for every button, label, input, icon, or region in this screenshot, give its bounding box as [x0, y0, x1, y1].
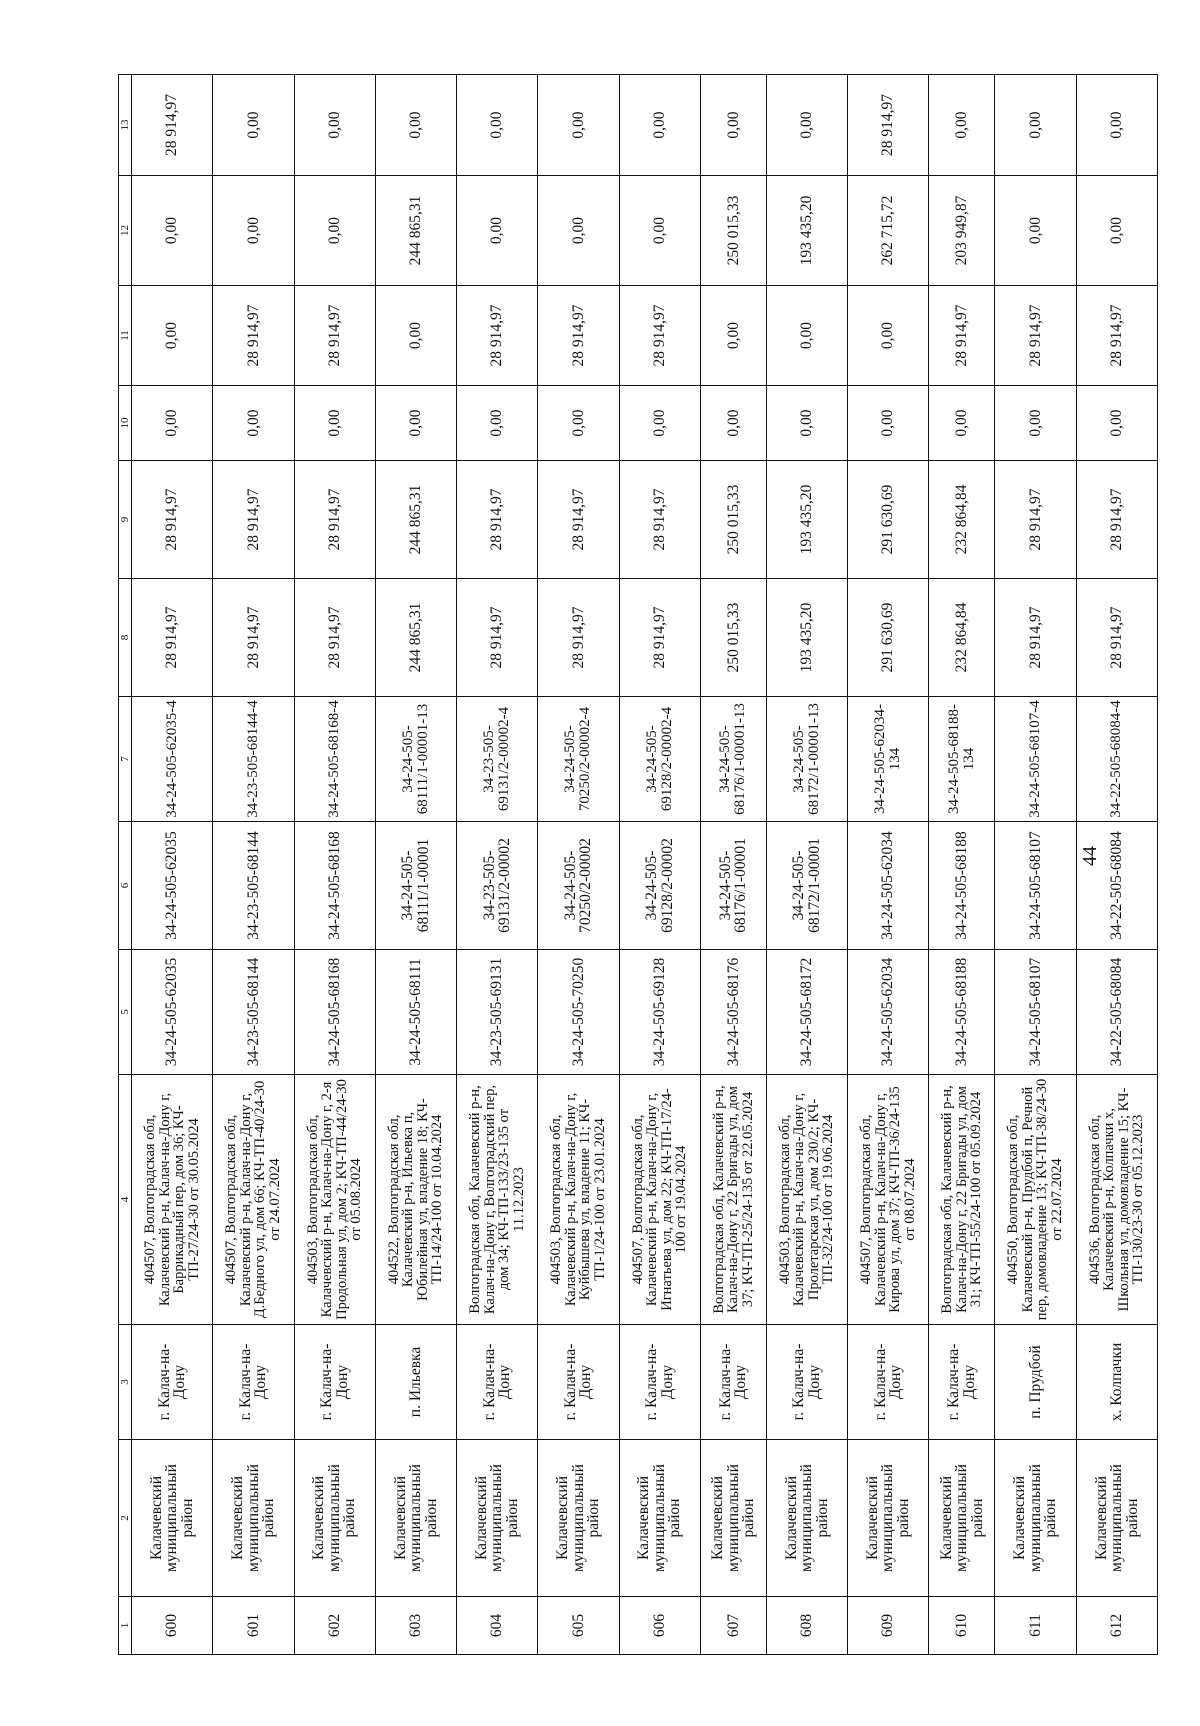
- district-cell: Калачевский муниципальный район: [848, 1440, 929, 1597]
- amount-cell: 28 914,97: [457, 579, 538, 697]
- settlement-cell: г. Калач-на-Дону: [619, 1325, 700, 1440]
- table-row: [375, 75, 456, 1655]
- table-row: [619, 75, 700, 1655]
- amount-cell: 0,00: [766, 75, 847, 176]
- amount-cell: 28 914,97: [619, 286, 700, 386]
- amount-cell: 0,00: [700, 75, 766, 176]
- amount-cell: 28 914,97: [457, 286, 538, 386]
- amount-cell: 0,00: [1076, 386, 1157, 461]
- address-cell: Волгоградская обл, Калачевский р-н, Калач-на-Дону г, 22 Бригады ул, дом 37; КЧ-ТП-25/24-135 от 22.05.2024: [700, 1075, 766, 1325]
- amount-cell: 0,00: [213, 75, 294, 176]
- address-cell: 404507, Волгоградская обл, Калачевский р-н, Калач-на-Дону г, Баррикадный пер, дом 36; КЧ-ТП-27/24-30 от 30.05.2024: [132, 1075, 213, 1325]
- amount-cell: 28 914,97: [213, 461, 294, 579]
- column-number: 3: [119, 1325, 132, 1440]
- object-code-cell: 34-24-505-62035: [132, 822, 213, 950]
- address-cell: 404503, Волгоградская обл, Калачевский р-н, Калач-на-Дону г, 2-я Продольная ул, дом 2; КЧ-ТП-44/24-30 от 05.08.2024: [294, 1075, 375, 1325]
- amount-cell: 28 914,97: [294, 579, 375, 697]
- amount-cell: 0,00: [929, 75, 995, 176]
- row-number: 610: [929, 1597, 995, 1655]
- amount-cell: 0,00: [995, 176, 1076, 286]
- amount-cell: 28 914,97: [538, 579, 619, 697]
- object-code-cell: 34-24-505-70250/2-00002: [538, 822, 619, 950]
- object-id-cell: 34-24-505-68188-134: [929, 697, 995, 822]
- amount-cell: 28 914,97: [929, 286, 995, 386]
- object-code-cell: 34-24-505-68107: [995, 822, 1076, 950]
- object-id-cell: 34-24-505-70250/2-00002-4: [538, 697, 619, 822]
- amount-cell: 193 435,20: [766, 176, 847, 286]
- amount-cell: 28 914,97: [132, 75, 213, 176]
- row-number: 605: [538, 1597, 619, 1655]
- table-row: [294, 75, 375, 1655]
- settlement-cell: г. Калач-на-Дону: [929, 1325, 995, 1440]
- amount-cell: 28 914,97: [132, 579, 213, 697]
- table-row: [1076, 75, 1157, 1655]
- cadastral-code-cell: 34-24-505-70250: [538, 950, 619, 1075]
- address-cell: 404536, Волгоградская обл, Калачевский р-н, Колпачки х, Школьная ул, домовладение 15; КЧ-ТП-130/23-30 от 05.12.2023: [1076, 1075, 1157, 1325]
- object-code-cell: 34-24-505-68168: [294, 822, 375, 950]
- object-code-cell: 34-24-505-68111/1-00001: [375, 822, 456, 950]
- column-number: 5: [119, 950, 132, 1075]
- settlement-cell: г. Калач-на-Дону: [538, 1325, 619, 1440]
- cadastral-code-cell: 34-23-505-69131: [457, 950, 538, 1075]
- column-number: 8: [119, 579, 132, 697]
- amount-cell: 0,00: [375, 75, 456, 176]
- cadastral-code-cell: 34-24-505-68176: [700, 950, 766, 1075]
- object-code-cell: 34-24-505-68188: [929, 822, 995, 950]
- amount-cell: 0,00: [538, 75, 619, 176]
- cadastral-code-cell: 34-24-505-62035: [132, 950, 213, 1075]
- amount-cell: 0,00: [132, 286, 213, 386]
- district-cell: Калачевский муниципальный район: [132, 1440, 213, 1597]
- amount-cell: 0,00: [538, 176, 619, 286]
- address-cell: 404522, Волгоградская обл, Калачевский р-н, Ильевка п, Юбилейная ул, владение 18; КЧ-ТП-14/24-100 от 10.04.2024: [375, 1075, 456, 1325]
- address-cell: 404550, Волгоградская обл, Калачевский р-н, Прудбой п, Речной пер, домовладение 13; КЧ-ТП-38/24-30 от 22.07.2024: [995, 1075, 1076, 1325]
- amount-cell: 244 865,31: [375, 461, 456, 579]
- column-number: 10: [119, 386, 132, 461]
- object-id-cell: 34-23-505-69131/2-00002-4: [457, 697, 538, 822]
- amount-cell: 28 914,97: [619, 579, 700, 697]
- district-cell: Калачевский муниципальный район: [1076, 1440, 1157, 1597]
- address-cell: 404503, Волгоградская обл, Калачевский р-н, Калач-на-Дону г, Пролетарская ул, дом 230/2; КЧ-ТП-32/24-100 от 19.06.2024: [766, 1075, 847, 1325]
- address-cell: 404507, Волгоградская обл, Калачевский р-н, Калач-на-Дону г, Игнатьева ул, дом 22; КЧ-ТП-17/24-100 от 19.04.2024: [619, 1075, 700, 1325]
- amount-cell: 0,00: [294, 176, 375, 286]
- amount-cell: 28 914,97: [457, 461, 538, 579]
- cadastral-code-cell: 34-22-505-68084: [1076, 950, 1157, 1075]
- address-cell: 404507, Волгоградская обл, Калачевский р-н, Калач-на-Дону г, Д.Бедного ул, дом 66; КЧ-ТП-40/24-30 от 24.07.2024: [213, 1075, 294, 1325]
- district-cell: Калачевский муниципальный район: [457, 1440, 538, 1597]
- district-cell: Калачевский муниципальный район: [619, 1440, 700, 1597]
- amount-cell: 291 630,69: [848, 579, 929, 697]
- amount-cell: 28 914,97: [538, 286, 619, 386]
- amount-cell: 0,00: [929, 386, 995, 461]
- amount-cell: 0,00: [766, 286, 847, 386]
- column-number: 11: [119, 286, 132, 386]
- object-code-cell: 34-24-505-68176/1-00001: [700, 822, 766, 950]
- object-id-cell: 34-24-505-68172/1-00001-13: [766, 697, 847, 822]
- amount-cell: 0,00: [132, 386, 213, 461]
- object-id-cell: 34-24-505-68107-4: [995, 697, 1076, 822]
- column-number: 12: [119, 176, 132, 286]
- amount-cell: 250 015,33: [700, 461, 766, 579]
- cadastral-code-cell: 34-23-505-68144: [213, 950, 294, 1075]
- column-number: 1: [119, 1597, 132, 1655]
- amount-cell: 0,00: [700, 386, 766, 461]
- amount-cell: 0,00: [538, 386, 619, 461]
- object-id-cell: 34-24-505-69128/2-00002-4: [619, 697, 700, 822]
- cadastral-code-cell: 34-24-505-68107: [995, 950, 1076, 1075]
- address-cell: 404507, Волгоградская обл, Калачевский р-н, Калач-на-Дону г, Кирова ул, дом 37; КЧ-ТП-36/24-135 от 08.07.2024: [848, 1075, 929, 1325]
- object-id-cell: 34-24-505-68176/1-00001-13: [700, 697, 766, 822]
- cadastral-code-cell: 34-24-505-68172: [766, 950, 847, 1075]
- amount-cell: 28 914,97: [995, 461, 1076, 579]
- amount-cell: 28 914,97: [1076, 286, 1157, 386]
- amount-cell: 28 914,97: [995, 579, 1076, 697]
- amount-cell: 203 949,87: [929, 176, 995, 286]
- row-number: 611: [995, 1597, 1076, 1655]
- column-number: 2: [119, 1440, 132, 1597]
- amount-cell: 262 715,72: [848, 176, 929, 286]
- cadastral-code-cell: 34-24-505-68111: [375, 950, 456, 1075]
- row-number: 609: [848, 1597, 929, 1655]
- column-number: 7: [119, 697, 132, 822]
- amount-cell: 28 914,97: [538, 461, 619, 579]
- settlement-cell: г. Калач-на-Дону: [213, 1325, 294, 1440]
- object-id-cell: 34-24-505-68168-4: [294, 697, 375, 822]
- object-code-cell: 34-22-505-68084: [1076, 822, 1157, 950]
- row-number: 601: [213, 1597, 294, 1655]
- settlement-cell: г. Калач-на-Дону: [294, 1325, 375, 1440]
- object-id-cell: 34-24-505-62034-134: [848, 697, 929, 822]
- table-row: [929, 75, 995, 1655]
- amount-cell: 28 914,97: [294, 286, 375, 386]
- district-cell: Калачевский муниципальный район: [700, 1440, 766, 1597]
- amount-cell: 0,00: [619, 176, 700, 286]
- amount-cell: 0,00: [294, 386, 375, 461]
- row-number: 604: [457, 1597, 538, 1655]
- object-code-cell: 34-23-505-69131/2-00002: [457, 822, 538, 950]
- object-code-cell: 34-24-505-62034: [848, 822, 929, 950]
- amount-cell: 193 435,20: [766, 461, 847, 579]
- data-table: [118, 74, 1158, 1655]
- amount-cell: 0,00: [848, 386, 929, 461]
- amount-cell: 0,00: [995, 386, 1076, 461]
- cadastral-code-cell: 34-24-505-62034: [848, 950, 929, 1075]
- amount-cell: 28 914,97: [1076, 579, 1157, 697]
- table-row: [538, 75, 619, 1655]
- amount-cell: 193 435,20: [766, 579, 847, 697]
- amount-cell: 232 864,84: [929, 461, 995, 579]
- column-number-row: [119, 75, 132, 1655]
- cadastral-code-cell: 34-24-505-68168: [294, 950, 375, 1075]
- object-id-cell: 34-24-505-62035-4: [132, 697, 213, 822]
- district-cell: Калачевский муниципальный район: [375, 1440, 456, 1597]
- settlement-cell: г. Калач-на-Дону: [848, 1325, 929, 1440]
- district-cell: Калачевский муниципальный район: [538, 1440, 619, 1597]
- cadastral-code-cell: 34-24-505-68188: [929, 950, 995, 1075]
- settlement-cell: п. Ильевка: [375, 1325, 456, 1440]
- amount-cell: 28 914,97: [619, 461, 700, 579]
- table-row: [457, 75, 538, 1655]
- column-number: 13: [119, 75, 132, 176]
- page-number: 44: [1078, 846, 1101, 866]
- amount-cell: 28 914,97: [132, 461, 213, 579]
- object-code-cell: 34-24-505-68172/1-00001: [766, 822, 847, 950]
- row-number: 606: [619, 1597, 700, 1655]
- amount-cell: 0,00: [848, 286, 929, 386]
- column-number: 6: [119, 822, 132, 950]
- amount-cell: 244 865,31: [375, 579, 456, 697]
- row-number: 602: [294, 1597, 375, 1655]
- amount-cell: 0,00: [457, 75, 538, 176]
- table-row: [766, 75, 847, 1655]
- amount-cell: 0,00: [619, 386, 700, 461]
- settlement-cell: г. Калач-на-Дону: [700, 1325, 766, 1440]
- amount-cell: 0,00: [1076, 176, 1157, 286]
- amount-cell: 0,00: [619, 75, 700, 176]
- settlement-cell: х. Колпачки: [1076, 1325, 1157, 1440]
- district-cell: Калачевский муниципальный район: [294, 1440, 375, 1597]
- address-cell: Волгоградская обл, Калачевский р-н, Калач-на-Дону г, Волгоградский пер, дом 34; КЧ-ТП-133/23-135 от 11.12.2023: [457, 1075, 538, 1325]
- amount-cell: 28 914,97: [294, 461, 375, 579]
- amount-cell: 28 914,97: [1076, 461, 1157, 579]
- district-cell: Калачевский муниципальный район: [995, 1440, 1076, 1597]
- object-code-cell: 34-24-505-69128/2-00002: [619, 822, 700, 950]
- table-row: [700, 75, 766, 1655]
- settlement-cell: п. Прудбой: [995, 1325, 1076, 1440]
- amount-cell: 0,00: [457, 386, 538, 461]
- cadastral-code-cell: 34-24-505-69128: [619, 950, 700, 1075]
- amount-cell: 0,00: [995, 75, 1076, 176]
- object-id-cell: 34-23-505-68144-4: [213, 697, 294, 822]
- amount-cell: 0,00: [375, 286, 456, 386]
- amount-cell: 0,00: [213, 386, 294, 461]
- row-number: 608: [766, 1597, 847, 1655]
- address-cell: 404503, Волгоградская обл, Калачевский р-н, Калач-на-Дону г, Куйбышева ул, владение 11; КЧ-ТП-1/24-100 от 23.01.2024: [538, 1075, 619, 1325]
- settlement-cell: г. Калач-на-Дону: [766, 1325, 847, 1440]
- settlement-cell: г. Калач-на-Дону: [132, 1325, 213, 1440]
- amount-cell: 28 914,97: [848, 75, 929, 176]
- amount-cell: 0,00: [766, 386, 847, 461]
- district-cell: Калачевский муниципальный район: [766, 1440, 847, 1597]
- amount-cell: 250 015,33: [700, 176, 766, 286]
- row-number: 612: [1076, 1597, 1157, 1655]
- amount-cell: 0,00: [700, 286, 766, 386]
- amount-cell: 291 630,69: [848, 461, 929, 579]
- table-row: [213, 75, 294, 1655]
- amount-cell: 250 015,33: [700, 579, 766, 697]
- object-id-cell: 34-24-505-68111/1-00001-13: [375, 697, 456, 822]
- row-number: 603: [375, 1597, 456, 1655]
- amount-cell: 28 914,97: [995, 286, 1076, 386]
- amount-cell: 28 914,97: [213, 286, 294, 386]
- amount-cell: 0,00: [457, 176, 538, 286]
- settlement-cell: г. Калач-на-Дону: [457, 1325, 538, 1440]
- column-number: 9: [119, 461, 132, 579]
- amount-cell: 0,00: [375, 386, 456, 461]
- row-number: 600: [132, 1597, 213, 1655]
- district-cell: Калачевский муниципальный район: [929, 1440, 995, 1597]
- amount-cell: 0,00: [1076, 75, 1157, 176]
- amount-cell: 28 914,97: [213, 579, 294, 697]
- address-cell: Волгоградская обл, Калачевский р-н, Калач-на-Дону г, 22 Бригады ул, дом 31; КЧ-ТП-55/24-100 от 05.09.2024: [929, 1075, 995, 1325]
- district-cell: Калачевский муниципальный район: [213, 1440, 294, 1597]
- amount-cell: 0,00: [213, 176, 294, 286]
- object-code-cell: 34-23-505-68144: [213, 822, 294, 950]
- row-number: 607: [700, 1597, 766, 1655]
- column-number: 4: [119, 1075, 132, 1325]
- amount-cell: 244 865,31: [375, 176, 456, 286]
- object-id-cell: 34-22-505-68084-4: [1076, 697, 1157, 822]
- amount-cell: 0,00: [132, 176, 213, 286]
- amount-cell: 0,00: [294, 75, 375, 176]
- table-row: [995, 75, 1076, 1655]
- amount-cell: 232 864,84: [929, 579, 995, 697]
- table-row: [132, 75, 213, 1655]
- rotated-table-container: [118, 75, 1158, 1655]
- table-row: [848, 75, 929, 1655]
